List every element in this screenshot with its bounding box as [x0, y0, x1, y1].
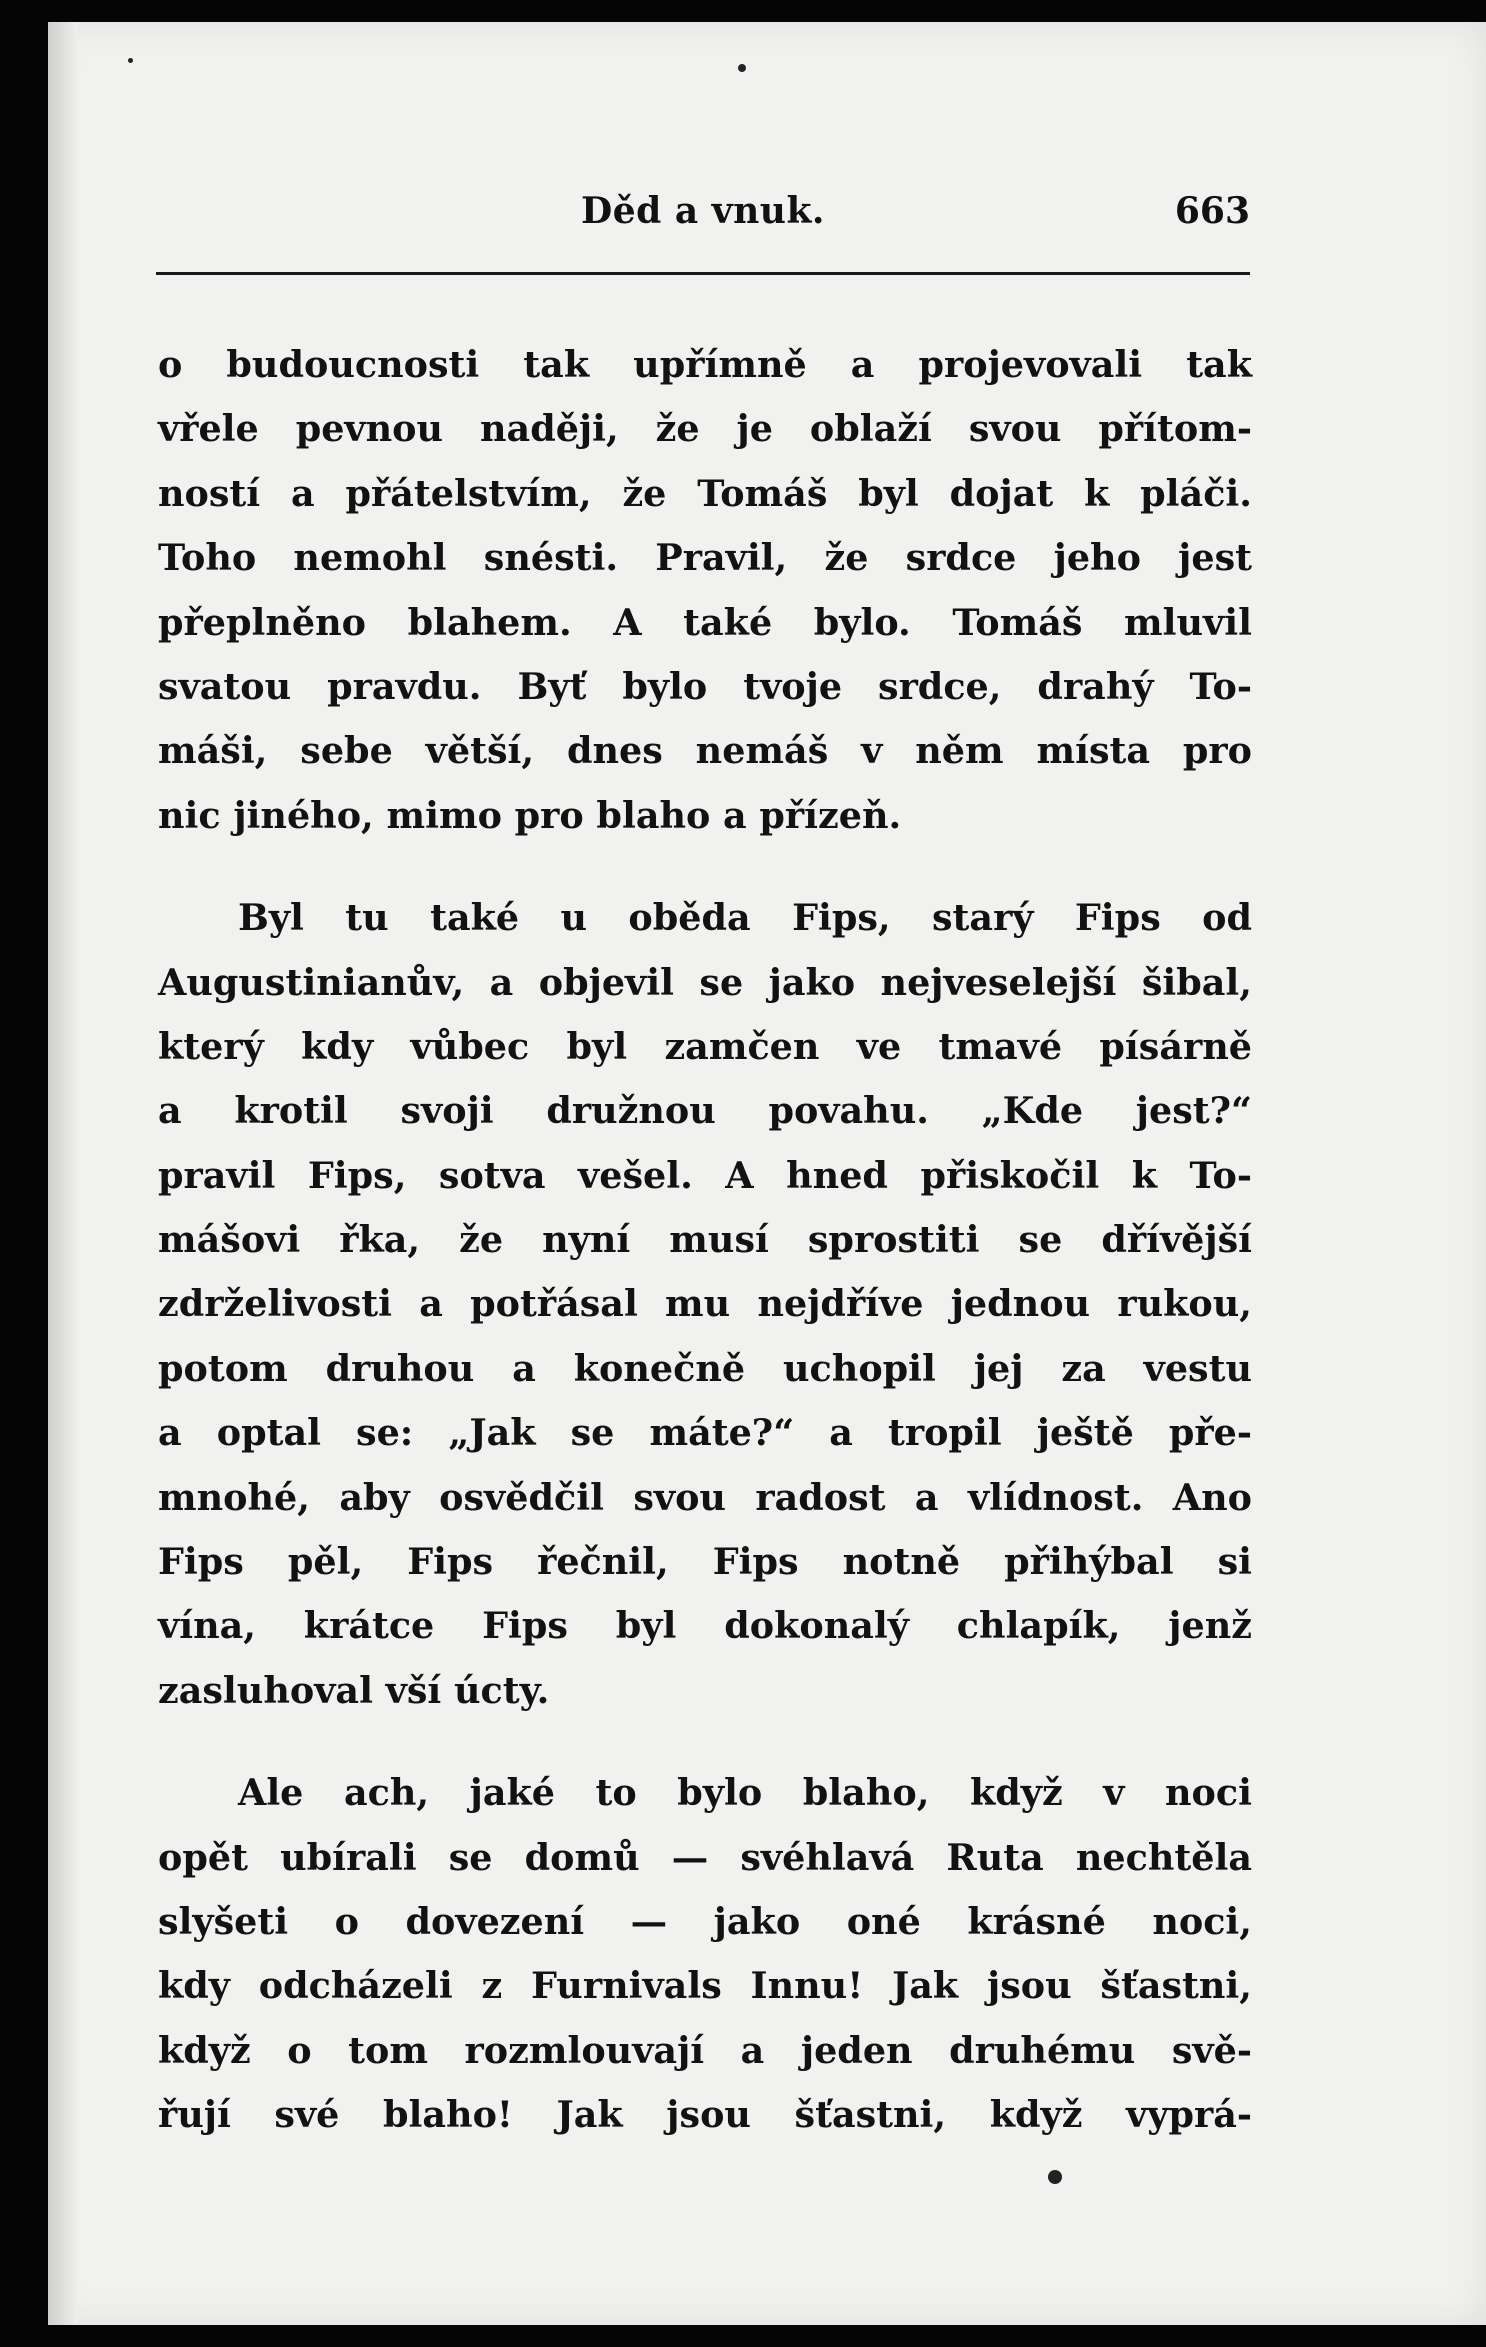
text-line: máši, sebe větší, dnes nemáš v něm místa pro [158, 729, 1252, 773]
paragraph-2 [158, 886, 1252, 1723]
text-line: mášovi řka, že nyní musí sprostiti se dřívější [158, 1218, 1252, 1262]
text-line: který kdy vůbec byl zamčen ve tmavé písárně [158, 1024, 1252, 1068]
text-line: a krotil svoji družnou povahu. „Kde jest?“ [158, 1089, 1252, 1133]
body-text [158, 333, 1252, 2148]
dust-speck [738, 64, 746, 72]
text-line: vřele pevnou naději, že je oblaží svou přítom- [158, 407, 1252, 451]
dust-speck [128, 58, 133, 63]
book-page [48, 22, 1486, 2325]
text-line: Augustinianův, a objevil se jako nejveselejší šibal, [158, 960, 1252, 1004]
text-line: ností a přátelstvím, že Tomáš byl dojat k pláči. [158, 471, 1252, 515]
text-line: Ale ach, jaké to bylo blaho, když v noci [238, 1771, 1252, 1815]
text-line: kdy odcházeli z Furnivals Innu! Jak jsou šťastni, [158, 1964, 1252, 2008]
text-line: mnohé, aby osvědčil svou radost a vlídnost. Ano [158, 1475, 1252, 1519]
text-line: Byl tu také u oběda Fips, starý Fips od [238, 896, 1252, 940]
text-line: Toho nemohl snésti. Pravil, že srdce jeho jest [158, 536, 1252, 580]
paragraph-3 [158, 1761, 1252, 2147]
text-line: nic jiného, mimo pro blaho a přízeň. [158, 793, 902, 837]
text-line: opět ubírali se domů — svéhlavá Ruta nechtěla [158, 1835, 1252, 1879]
paragraph-1 [158, 333, 1252, 848]
text-line: a optal se: „Jak se máte?“ a tropil ještě pře- [158, 1411, 1252, 1455]
text-line: o budoucnosti tak upřímně a projevovali tak [158, 343, 1252, 386]
text-line: když o tom rozmlouvají a jeden druhému svě- [158, 2028, 1252, 2072]
text-line: svatou pravdu. Byť bylo tvoje srdce, drahý To- [158, 664, 1252, 708]
page-gutter-shadow [48, 22, 78, 2325]
page-number: 663 [1174, 190, 1250, 232]
text-line: Fips pěl, Fips řečnil, Fips notně přihýbal si [158, 1540, 1252, 1584]
text-line: pravil Fips, sotva vešel. A hned přiskočil k To- [158, 1153, 1252, 1197]
text-line: zdrželivosti a potřásal mu nejdříve jednou rukou, [158, 1282, 1252, 1326]
header-rule [156, 272, 1250, 275]
dust-speck [1048, 2170, 1062, 2184]
text-line: přeplněno blahem. A také bylo. Tomáš mluvil [158, 600, 1252, 644]
running-title: Děd a vnuk. [581, 190, 825, 232]
running-head [156, 190, 1250, 250]
text-line: zasluhoval vší úcty. [158, 1668, 550, 1712]
text-line: potom druhou a konečně uchopil jej za vestu [158, 1346, 1252, 1390]
text-line: slyšeti o dovezení — jako oné krásné noci, [158, 1899, 1252, 1943]
text-line: řují své blaho! Jak jsou šťastni, když vyprá- [158, 2093, 1252, 2137]
text-line: vína, krátce Fips byl dokonalý chlapík, jenž [158, 1604, 1252, 1648]
